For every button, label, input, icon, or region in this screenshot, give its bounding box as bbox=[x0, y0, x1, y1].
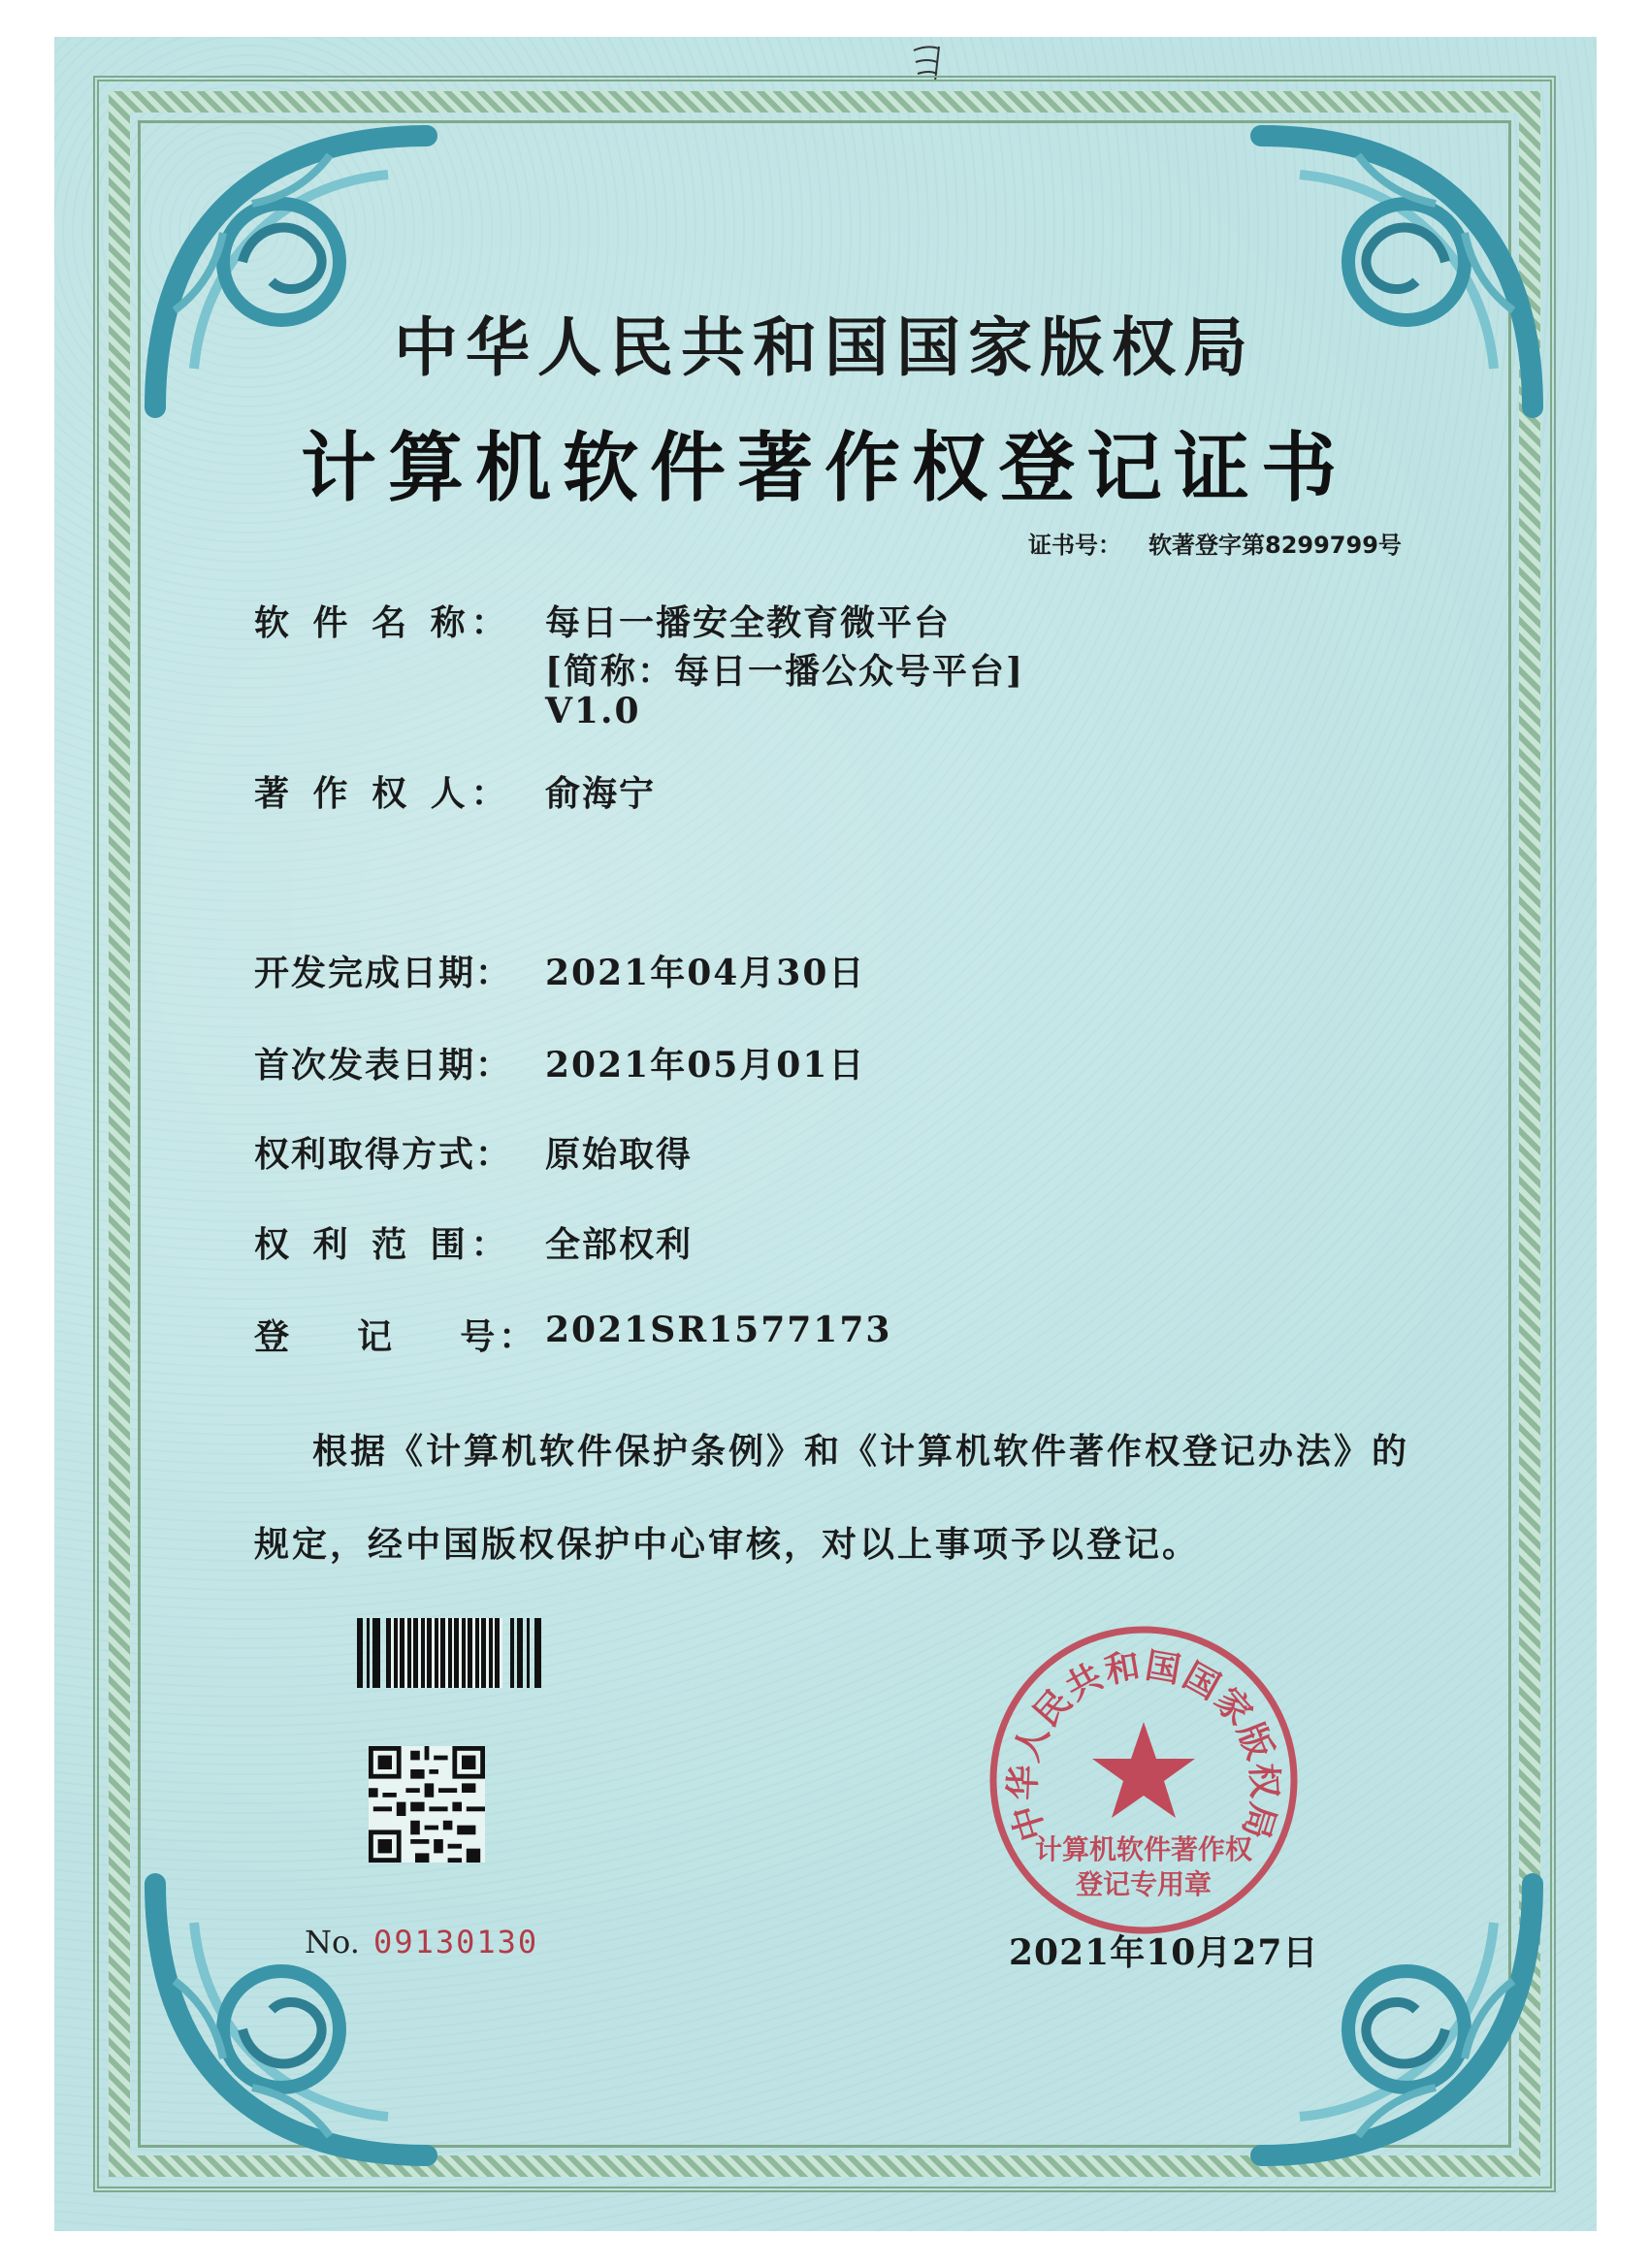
acquire-label: 权利取得方式： bbox=[254, 1134, 513, 1175]
serial-value: 09130130 bbox=[373, 1924, 539, 1960]
software-version: V1.0 bbox=[545, 691, 641, 731]
statement-line-2: 规定，经中国版权保护中心审核，对以上事项予以登记。 bbox=[254, 1524, 1201, 1565]
issue-date: 2021年10月27日 bbox=[1009, 1932, 1319, 1973]
corner-ornament-top-left bbox=[136, 116, 456, 437]
acquire-row bbox=[254, 1127, 694, 1177]
certificate-title: 计算机软件著作权登记证书 bbox=[300, 424, 1348, 512]
certificate-number-value: 软著登字第8299799号 bbox=[1148, 532, 1402, 559]
corner-ornament-bottom-left bbox=[136, 1855, 456, 2175]
scope-label: 权 利 范 围： bbox=[254, 1224, 512, 1265]
dev-date-row bbox=[254, 946, 866, 995]
scope-row bbox=[254, 1217, 694, 1267]
software-name-label: 软 件 名 称： bbox=[254, 602, 512, 643]
certificate-number bbox=[1028, 526, 1402, 560]
seal-line-1: 计算机软件著作权 bbox=[1034, 1833, 1253, 1865]
certificate-number-label: 证书号： bbox=[1028, 532, 1121, 559]
scope-value: 全部权利 bbox=[545, 1224, 694, 1265]
qr-code bbox=[369, 1746, 485, 1863]
owner-label: 著 作 权 人： bbox=[254, 773, 512, 814]
dev-date-label: 开发完成日期： bbox=[254, 953, 513, 993]
statement-line-1: 根据《计算机软件保护条例》和《计算机软件著作权登记办法》的 bbox=[312, 1431, 1410, 1472]
acquire-value: 原始取得 bbox=[545, 1134, 694, 1175]
pub-date-label: 首次发表日期： bbox=[254, 1045, 513, 1085]
software-name-value: 每日一播安全教育微平台 bbox=[545, 602, 952, 643]
owner-row bbox=[254, 766, 657, 816]
serial-number bbox=[305, 1924, 538, 1960]
barcode bbox=[357, 1618, 588, 1688]
registration-row bbox=[254, 1310, 892, 1359]
registration-value: 2021SR1577173 bbox=[545, 1310, 892, 1350]
issuing-authority: 中华人民共和国国家版权局 bbox=[394, 309, 1255, 385]
software-name-row bbox=[254, 596, 952, 645]
registration-label: 登 记 号： bbox=[254, 1316, 538, 1357]
pub-date-row bbox=[254, 1038, 866, 1087]
pub-date-value: 2021年05月01日 bbox=[545, 1045, 866, 1085]
dev-date-value: 2021年04月30日 bbox=[545, 953, 866, 993]
corner-ornament-top-right bbox=[1232, 116, 1552, 437]
software-short-name: [简称：每日一播公众号平台] bbox=[545, 651, 1025, 692]
seal-line-2: 登记专用章 bbox=[1075, 1868, 1212, 1900]
official-seal bbox=[984, 1620, 1304, 1940]
owner-value: 俞海宁 bbox=[545, 773, 657, 814]
seal-ring-text: 中华人民共和国国家版权局 bbox=[1002, 1644, 1285, 1846]
serial-prefix: No. bbox=[305, 1924, 360, 1960]
